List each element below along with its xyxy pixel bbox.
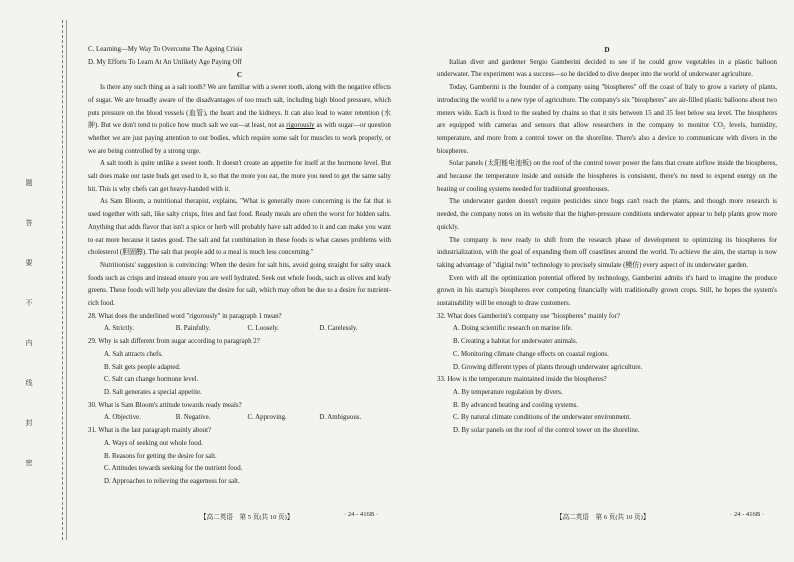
passage-c-paragraph-4: Nutritionists' suggestion is convincing: When the desire for salt hits, avoid going straight for salty snack foods such as crisps and instead ensure you are well hydrated. Seek out whole foods, such as olives and leafy greens. These foods will help you alleviate the desire for salt, which may often be due to a desire for nutrient-rich food. — [88, 261, 391, 308]
option: A. Doing scientific research on marine life. — [453, 325, 573, 333]
question-28-stem: 28. What does the underlined word "rigorously" in paragraph 1 mean? — [88, 312, 282, 320]
passage-d-paragraph-4: The underwater garden doesn't require pesticides since bugs can't reach the plants, and though more research is needed, the company notes on its website that the higher-pressure conditions underwater appear to help plants grow more quickly. — [437, 198, 777, 231]
question-33-stem: 33. How is the temperature maintained inside the biospheres? — [437, 376, 607, 384]
binding-label: 答 — [25, 219, 33, 227]
option: A. Salt attracts chefs. — [104, 350, 163, 358]
option: C. Monitoring climate change effects on coastal regions. — [453, 350, 609, 358]
option: A. Strictly. — [104, 325, 134, 333]
option: C. By natural climate conditions of the underwater environment. — [453, 414, 631, 422]
option-line: C. Learning—My Way To Overcome The Ageing Crisis — [88, 46, 243, 53]
option: B. Painfully. — [175, 325, 211, 333]
option: B. Reasons for getting the desire for salt. — [104, 452, 217, 460]
question-30-options — [88, 412, 391, 425]
question-29-stem: 29. Why is salt different from sugar according to paragraph 2? — [88, 338, 260, 346]
question-28-options — [88, 323, 391, 336]
question-32-stem: 32. What does Gamberini's company use "biospheres" mainly for? — [437, 312, 620, 320]
option: A. By temperature regulation by divers. — [453, 388, 563, 396]
passage-d-paragraph-2: Today, Gamberini is the founder of a company using "biospheres" off the coast of Italy to grow a variety of plants, introducing the world to a new type of agriculture. The company's six "biospheres" are air-filled plastic balloons about two meters wide. Each is fixed to the seabed by chains so that it sits between 15 and 35 feet below sea level. The biospheres are equipped with cameras and sensors that allow researchers in the company to monitor CO₂ levels, humidity, temperature, and more from a control tower on the shoreline. There's also a device to communicate with divers in the biospheres. — [437, 84, 777, 155]
option: A. Objective. — [104, 414, 141, 422]
binding-label: 不 — [25, 299, 33, 307]
option: D. Growing different types of plants through underwater agriculture. — [453, 363, 643, 371]
option: B. Salt gets people adapted. — [104, 363, 181, 371]
option: D. Salt generates a special appetite. — [104, 388, 202, 396]
binding-label: 要 — [25, 259, 33, 267]
question-31-stem: 31. What is the last paragraph mainly about? — [88, 427, 212, 435]
page-code-right: · 24 - 416B · — [730, 511, 765, 518]
question-30-stem: 30. What is Sam Bloom's attitude towards ready meals? — [88, 401, 242, 409]
passage-c-paragraph-3: As Sam Bloom, a nutritional therapist, explains, "What is generally more concerning is the fat that is used together with salt, like salty crisps, fries and fast food. Ready meals are often the worst for hidden salts. Anything that adds flavor that isn't a spice or herb will probably have salt added to it and can make you want to eat more because it tastes good. The salt and fat combination in these foods is what causes problems with cholesterol (胆固醇). The salt that people add to a meal is much less concerning." — [88, 198, 391, 257]
section-heading-d: D — [604, 46, 610, 54]
binding-label: 线 — [25, 379, 33, 387]
option: C. Attitudes towards seeking for the nutrient food. — [104, 465, 243, 473]
passage-c-paragraph-2: A salt tooth is quite unlike a sweet tooth. It doesn't create an appetite for itself at the hormone level. But salt does make our taste buds get used to it, so that the more you eat, the more you need to get the same salty hit. This is why chefs can get heavy-handed with it. — [88, 160, 391, 193]
passage-c-paragraph-1: Is there any such thing as a salt tooth? We are familiar with a sweet tooth, along with the negative effects of sugar. We are broadly aware of the disadvantages of too much salt, including high blood pressure, which puts pressure on the blood vessels (血管), the heart and the kidneys. It can also lead to water retention (水肿). But we don't tend to police how much salt we eat—at least, not as rigorously as with sugar—or question whether we are just paying attention to our bodies, which require some salt for muscles to work properly, or we are being controlled by a strong urge. — [88, 84, 391, 155]
page-code-left: · 24 - 416B · — [344, 511, 379, 518]
page-footer-right: 【高二英语 第 6 页(共 10 页)】 — [556, 514, 650, 521]
option-line: D. My Efforts To Learn At An Unlikely Age Paying Off — [88, 58, 242, 66]
option: C. Salt can change hormone level. — [104, 376, 199, 384]
page-footer-left: 【高二英语 第 5 页(共 10 页)】 — [200, 514, 294, 521]
option: C. Loosely. — [247, 325, 280, 333]
passage-d-paragraph-1: Italian diver and gardener Sergio Gamberini decided to see if he could grow vegetables in a plastic balloon underwater. The experiment was a success—so he decided to dive deeper into the world of underwater agriculture. — [437, 58, 777, 79]
binding-labels — [22, 180, 36, 500]
option: B. Negative. — [175, 414, 211, 422]
option: D. Ambiguous. — [319, 414, 362, 422]
right-column — [437, 44, 777, 438]
passage-d-paragraph-6: Even with all the optimization potential offered by technology, Gamberini admits it's hard to imagine the produce grown in his startup's biospheres ever competing financially with traditionally grown crops. Still, he hopes the system's sustainability will be enough to draw customers. — [437, 274, 777, 308]
passage-d-paragraph-3: Solar panels (太阳能电池板) on the roof of the control tower power the fans that create airflow inside the biospheres, and because the temperature inside and outside the biospheres is consistent, there's no need to expend energy on the heating or cooling systems needed for traditional greenhouses. — [437, 160, 777, 193]
option: B. By advanced heating and cooling systems. — [453, 401, 579, 409]
underlined-word: rigorously — [286, 122, 315, 130]
binding-label: 封 — [25, 419, 33, 427]
option: D. Approaches to relieving the eagerness for salt. — [104, 477, 240, 485]
option: A. Ways of seeking out whole food. — [104, 439, 203, 447]
binding-line — [66, 20, 67, 540]
binding-line-dashed — [62, 20, 63, 540]
binding-label: 密 — [25, 459, 33, 467]
option: C. Approving. — [247, 414, 287, 422]
option: B. Creating a habitat for underwater animals. — [453, 338, 578, 346]
passage-d-paragraph-5: The company is now ready to shift from the research phase of development to optimizing its biospheres for industrialization, with the goal of expanding them off coastlines around the world. To achieve the aim, the startup is now taking advantage of "digital twin" technology to precisely simulate (模仿) every aspect of its underwater garden. — [437, 236, 777, 269]
left-column — [88, 44, 391, 489]
option: D. By solar panels on the roof of the control tower on the shoreline. — [453, 427, 640, 435]
binding-label: 内 — [25, 339, 33, 347]
option: D. Carelessly. — [319, 325, 358, 333]
binding-label: 题 — [25, 179, 33, 187]
section-heading-c: C — [236, 71, 243, 80]
